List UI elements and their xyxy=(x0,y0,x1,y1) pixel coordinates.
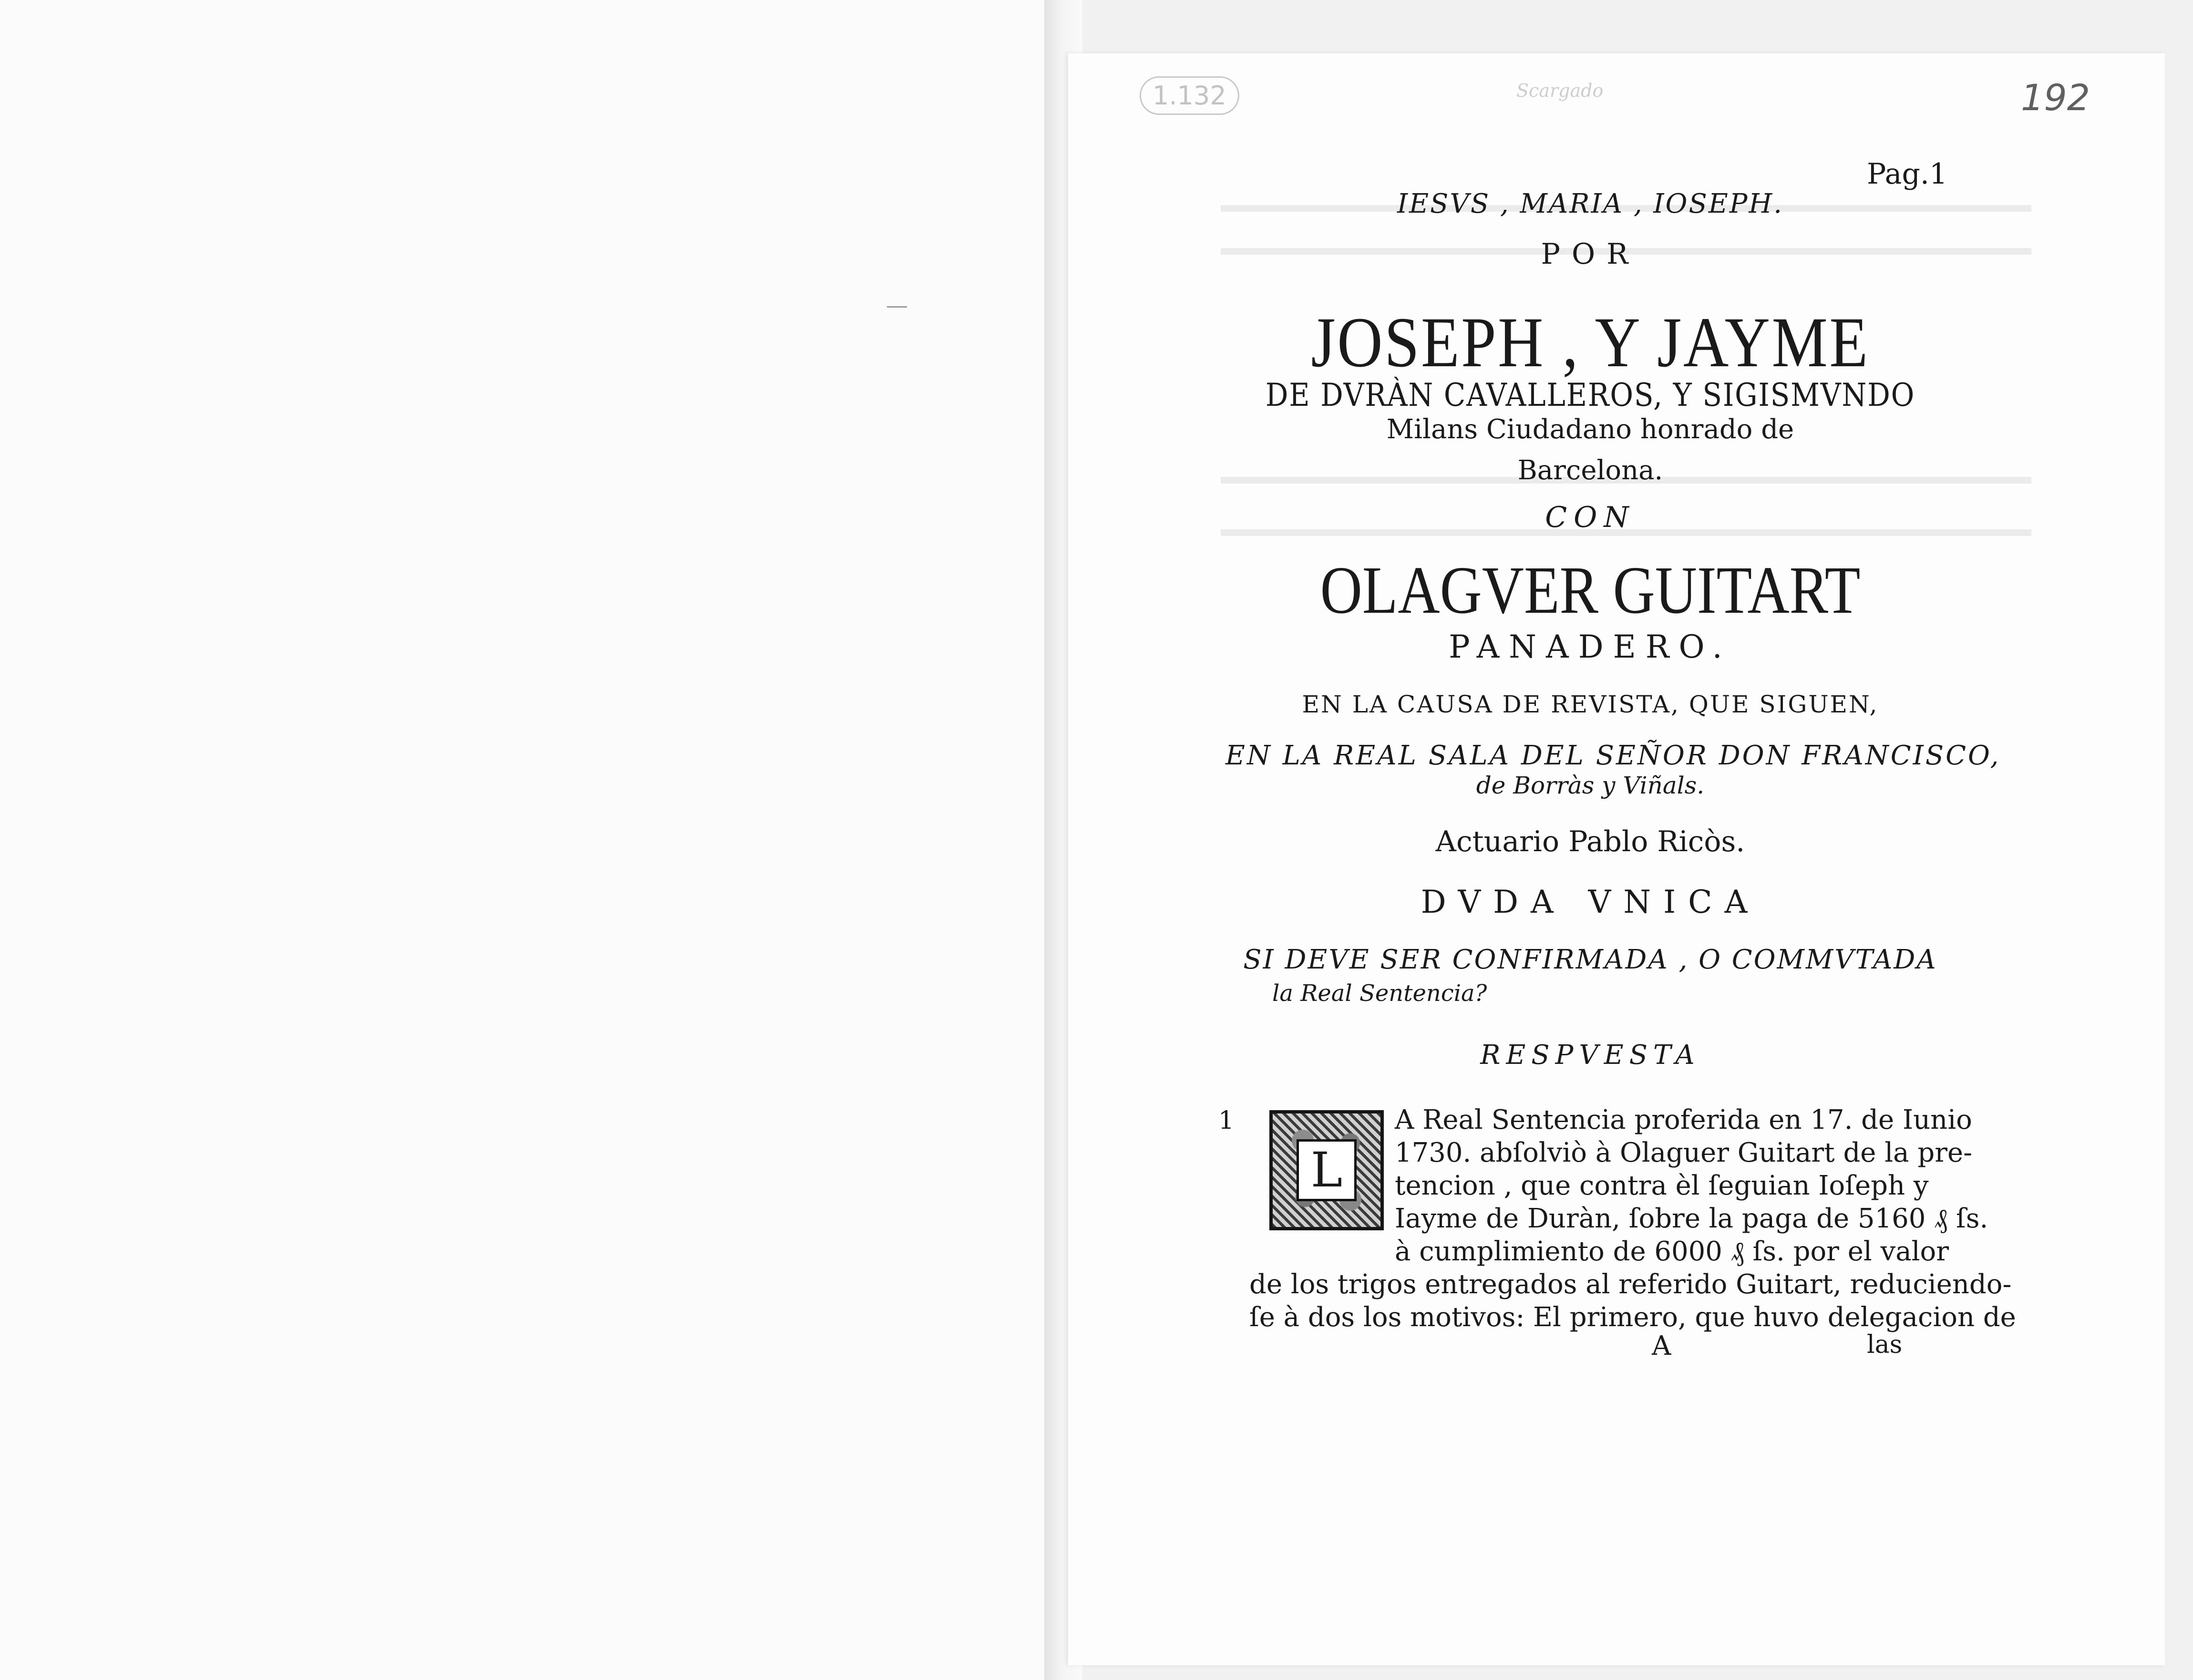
sala-line: de Borràs y Viñals. xyxy=(1476,772,1705,799)
invocation-heading: IESVS , MARIA , IOSEPH. xyxy=(1397,188,1784,219)
causa-line: EN LA CAUSA DE REVISTA, QUE SIGUEN, xyxy=(1302,691,1879,718)
signature-mark: A xyxy=(1652,1330,1671,1361)
body-line: à cumplimiento de 6000 ₰ ſs. por el valor xyxy=(1395,1236,1949,1267)
body-line: tencion , que contra èl ſeguian Ioſeph y xyxy=(1395,1170,1929,1201)
occupation-heading: PANADERO. xyxy=(1449,629,1732,665)
body-line: A Real Sentencia proferida en 17. de Iunio xyxy=(1395,1104,1972,1135)
margin-tick-mark xyxy=(887,306,907,308)
parties-line: Barcelona. xyxy=(1517,455,1663,486)
body-line: de los trigos entregados al referido Guitart, reduciendo- xyxy=(1249,1269,2012,1300)
initial-letter: L xyxy=(1297,1139,1357,1201)
paragraph-number: 1 xyxy=(1218,1106,1235,1135)
archive-stamp: 1.132 xyxy=(1140,76,1239,115)
question-line: SI DEVE SER CONFIRMADA , O COMMVTADA xyxy=(1243,944,1937,975)
duda-heading: DVDA VNICA xyxy=(1421,884,1760,920)
parties-main-title: JOSEPH , Y JAYME xyxy=(1311,303,1870,382)
body-line: ſe à dos los motivos: El primero, que huvo delegacion de xyxy=(1249,1302,2016,1333)
body-line: Iayme de Duràn, ſobre la paga de 5160 ₰ ſs. xyxy=(1395,1203,1988,1234)
faint-folio-mark: Scargado xyxy=(1516,80,1604,101)
page-label: Pag.1 xyxy=(1867,157,1948,191)
folio-number: 192 xyxy=(2021,76,2090,119)
parties-line: Milans Ciudadano honrado de xyxy=(1386,414,1794,445)
body-line: 1730. abſolviò à Olaguer Guitart de la pre- xyxy=(1395,1137,1973,1168)
actuario-line: Actuario Pablo Ricòs. xyxy=(1435,825,1745,858)
con-heading: CON xyxy=(1545,501,1636,534)
respuesta-heading: RESPVESTA xyxy=(1480,1040,1700,1071)
sala-line: EN LA REAL SALA DEL SEÑOR DON FRANCISCO, xyxy=(1225,740,2001,771)
catchword: las xyxy=(1867,1330,1903,1359)
right-printed-page xyxy=(1068,53,2165,1665)
question-line: la Real Sentencia? xyxy=(1272,980,1487,1007)
por-heading: POR xyxy=(1541,237,1640,271)
left-blank-page xyxy=(0,0,1044,1680)
decorated-initial xyxy=(1269,1110,1384,1230)
parties-line: DE DVRÀN CAVALLEROS, Y SIGISMVNDO xyxy=(1265,377,1915,413)
opponent-title: OLAGVER GUITART xyxy=(1320,552,1861,628)
